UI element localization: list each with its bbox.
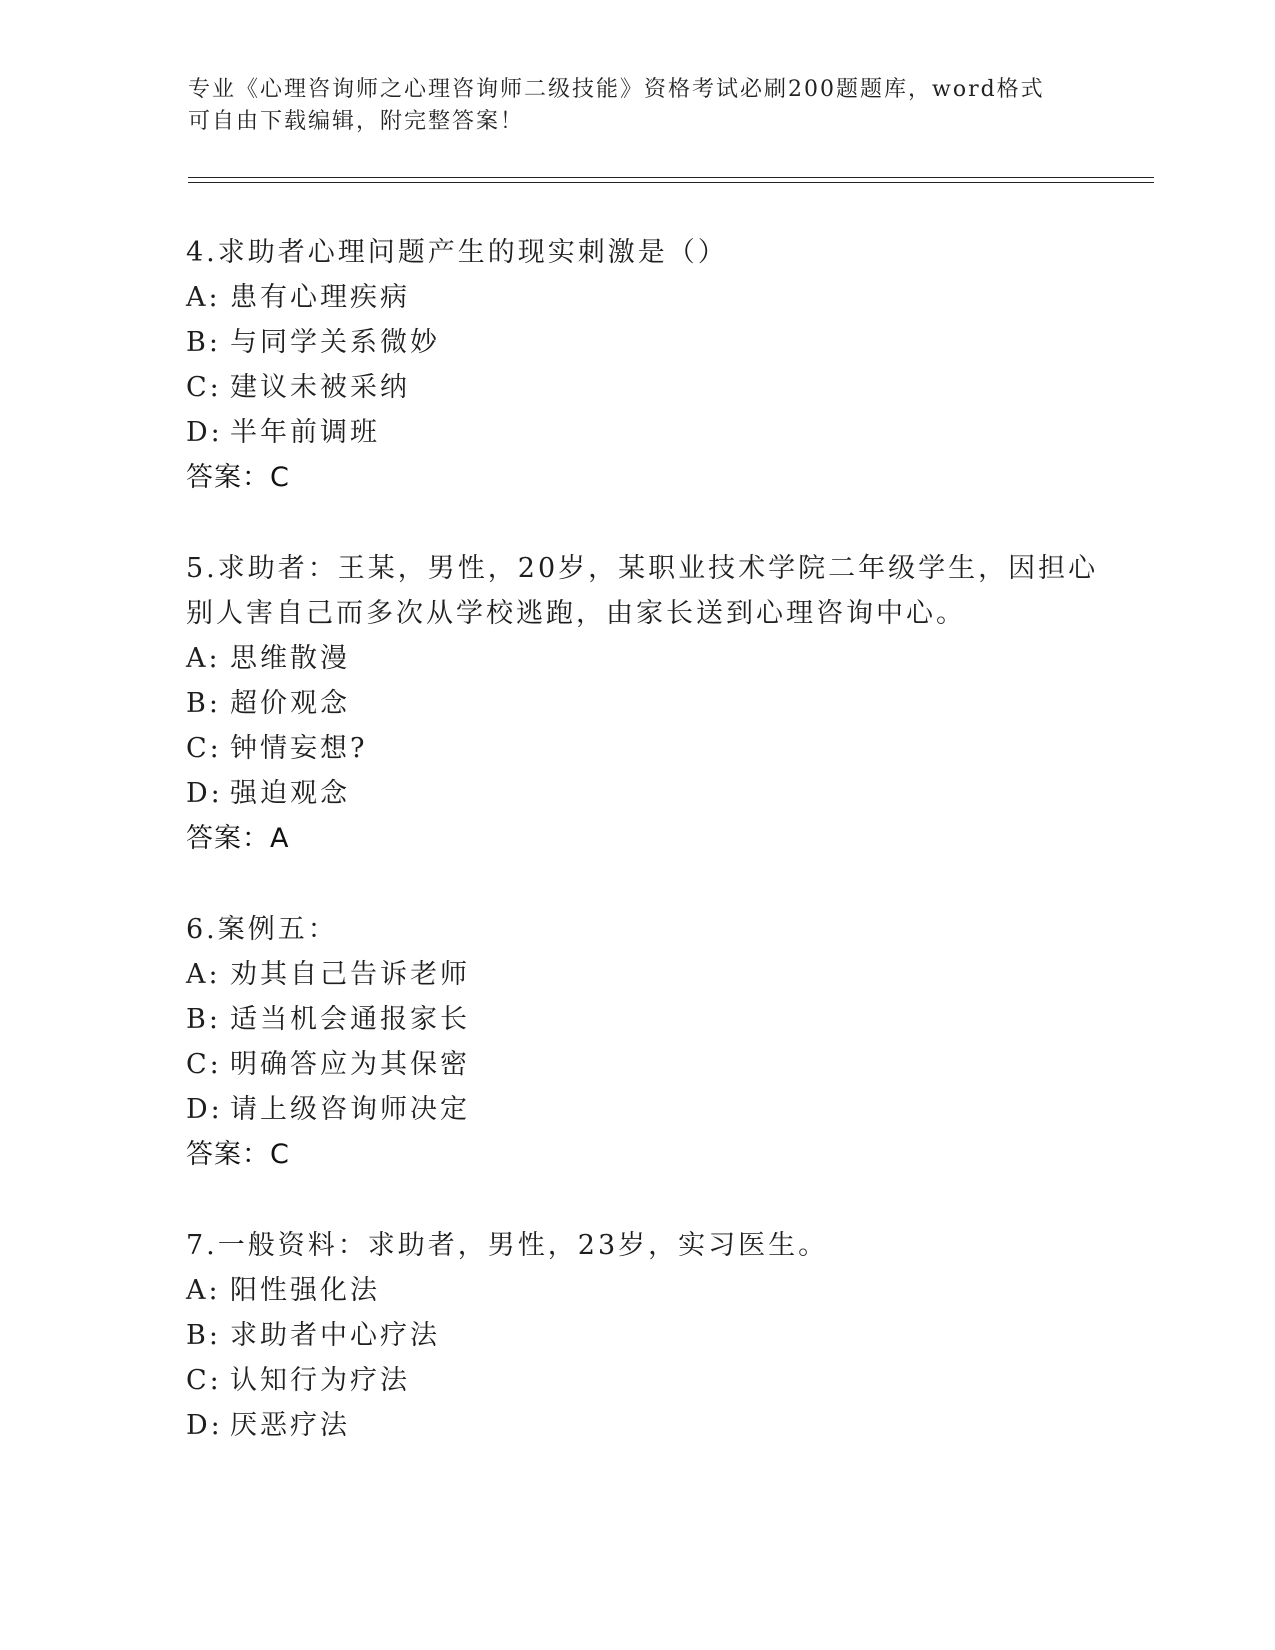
option-text: 思维散漫: [230, 643, 350, 674]
option-key: A:: [186, 282, 221, 313]
option-c: [186, 365, 1086, 410]
question-text-line: 6.案例五：: [186, 914, 338, 945]
option-d: [186, 1403, 1086, 1448]
question-text: [186, 1223, 1086, 1268]
header-line-2: 可自由下载编辑，附完整答案！: [188, 109, 525, 134]
option-key: C:: [186, 1049, 222, 1080]
option-key: C:: [186, 1365, 222, 1396]
question-text: [186, 230, 1086, 275]
option-b: [186, 997, 1086, 1042]
option-a: [186, 1268, 1086, 1313]
question-text: [186, 907, 1086, 952]
option-text: 适当机会通报家长: [230, 1004, 470, 1035]
option-key: B:: [186, 1320, 221, 1351]
option-text: 认知行为疗法: [230, 1365, 410, 1396]
option-key: A:: [186, 643, 221, 674]
header-divider-top: [188, 177, 1154, 178]
option-text: 厌恶疗法: [230, 1410, 350, 1441]
option-text: 超价观念: [230, 688, 350, 719]
option-text: 劝其自己告诉老师: [230, 959, 470, 990]
question-text-line: 4.求助者心理问题产生的现实刺激是（）: [186, 237, 728, 268]
option-key: D:: [186, 1094, 223, 1125]
question-list: [186, 230, 1099, 1494]
option-c: [186, 726, 1086, 771]
option-key: D:: [186, 778, 223, 809]
option-a: [186, 636, 1086, 681]
option-key: C:: [186, 372, 222, 403]
option-text: 半年前调班: [230, 417, 380, 448]
option-d: [186, 410, 1086, 455]
option-text: 求助者中心疗法: [230, 1320, 440, 1351]
option-key: D:: [186, 1410, 223, 1441]
option-text: 明确答应为其保密: [230, 1049, 470, 1080]
question-item: [186, 1223, 1086, 1448]
answer-line: 答案：A: [186, 823, 290, 854]
option-text: 建议未被采纳: [230, 372, 410, 403]
option-key: D:: [186, 417, 223, 448]
option-text: 钟情妄想?: [230, 733, 368, 764]
option-text: 强迫观念: [230, 778, 350, 809]
header-divider-bottom: [188, 182, 1154, 183]
option-text: 请上级咨询师决定: [230, 1094, 470, 1125]
option-key: B:: [186, 1004, 221, 1035]
option-c: [186, 1042, 1086, 1087]
question-text-line: 5.求助者：王某，男性，20岁，某职业技术学院二年级学生，因担心: [186, 553, 1099, 584]
answer-line: 答案：C: [186, 1139, 290, 1170]
option-key: A:: [186, 959, 221, 990]
question-text: [186, 546, 1099, 636]
option-b: [186, 681, 1086, 726]
option-text: 与同学关系微妙: [230, 327, 440, 358]
option-key: B:: [186, 327, 221, 358]
option-key: C:: [186, 733, 222, 764]
header-line-1: 专业《心理咨询师之心理咨询师二级技能》资格考试必刷200题题库，word格式: [188, 77, 1045, 102]
option-c: [186, 1358, 1086, 1403]
option-d: [186, 1087, 1086, 1132]
option-text: 阳性强化法: [230, 1275, 380, 1306]
question-text-line: 7.一般资料：求助者，男性，23岁，实习医生。: [186, 1230, 829, 1261]
option-a: [186, 275, 1086, 320]
document-header: [188, 74, 1068, 138]
option-d: [186, 771, 1086, 816]
option-b: [186, 1313, 1086, 1358]
option-text: 患有心理疾病: [230, 282, 410, 313]
question-item: [186, 907, 1086, 1177]
option-b: [186, 320, 1086, 365]
option-a: [186, 952, 1086, 997]
option-key: A:: [186, 1275, 221, 1306]
answer-line: 答案：C: [186, 462, 290, 493]
question-item: [186, 230, 1086, 500]
question-item: [186, 546, 1099, 861]
question-text-line: 别人害自己而多次从学校逃跑，由家长送到心理咨询中心。: [186, 598, 966, 629]
option-key: B:: [186, 688, 221, 719]
